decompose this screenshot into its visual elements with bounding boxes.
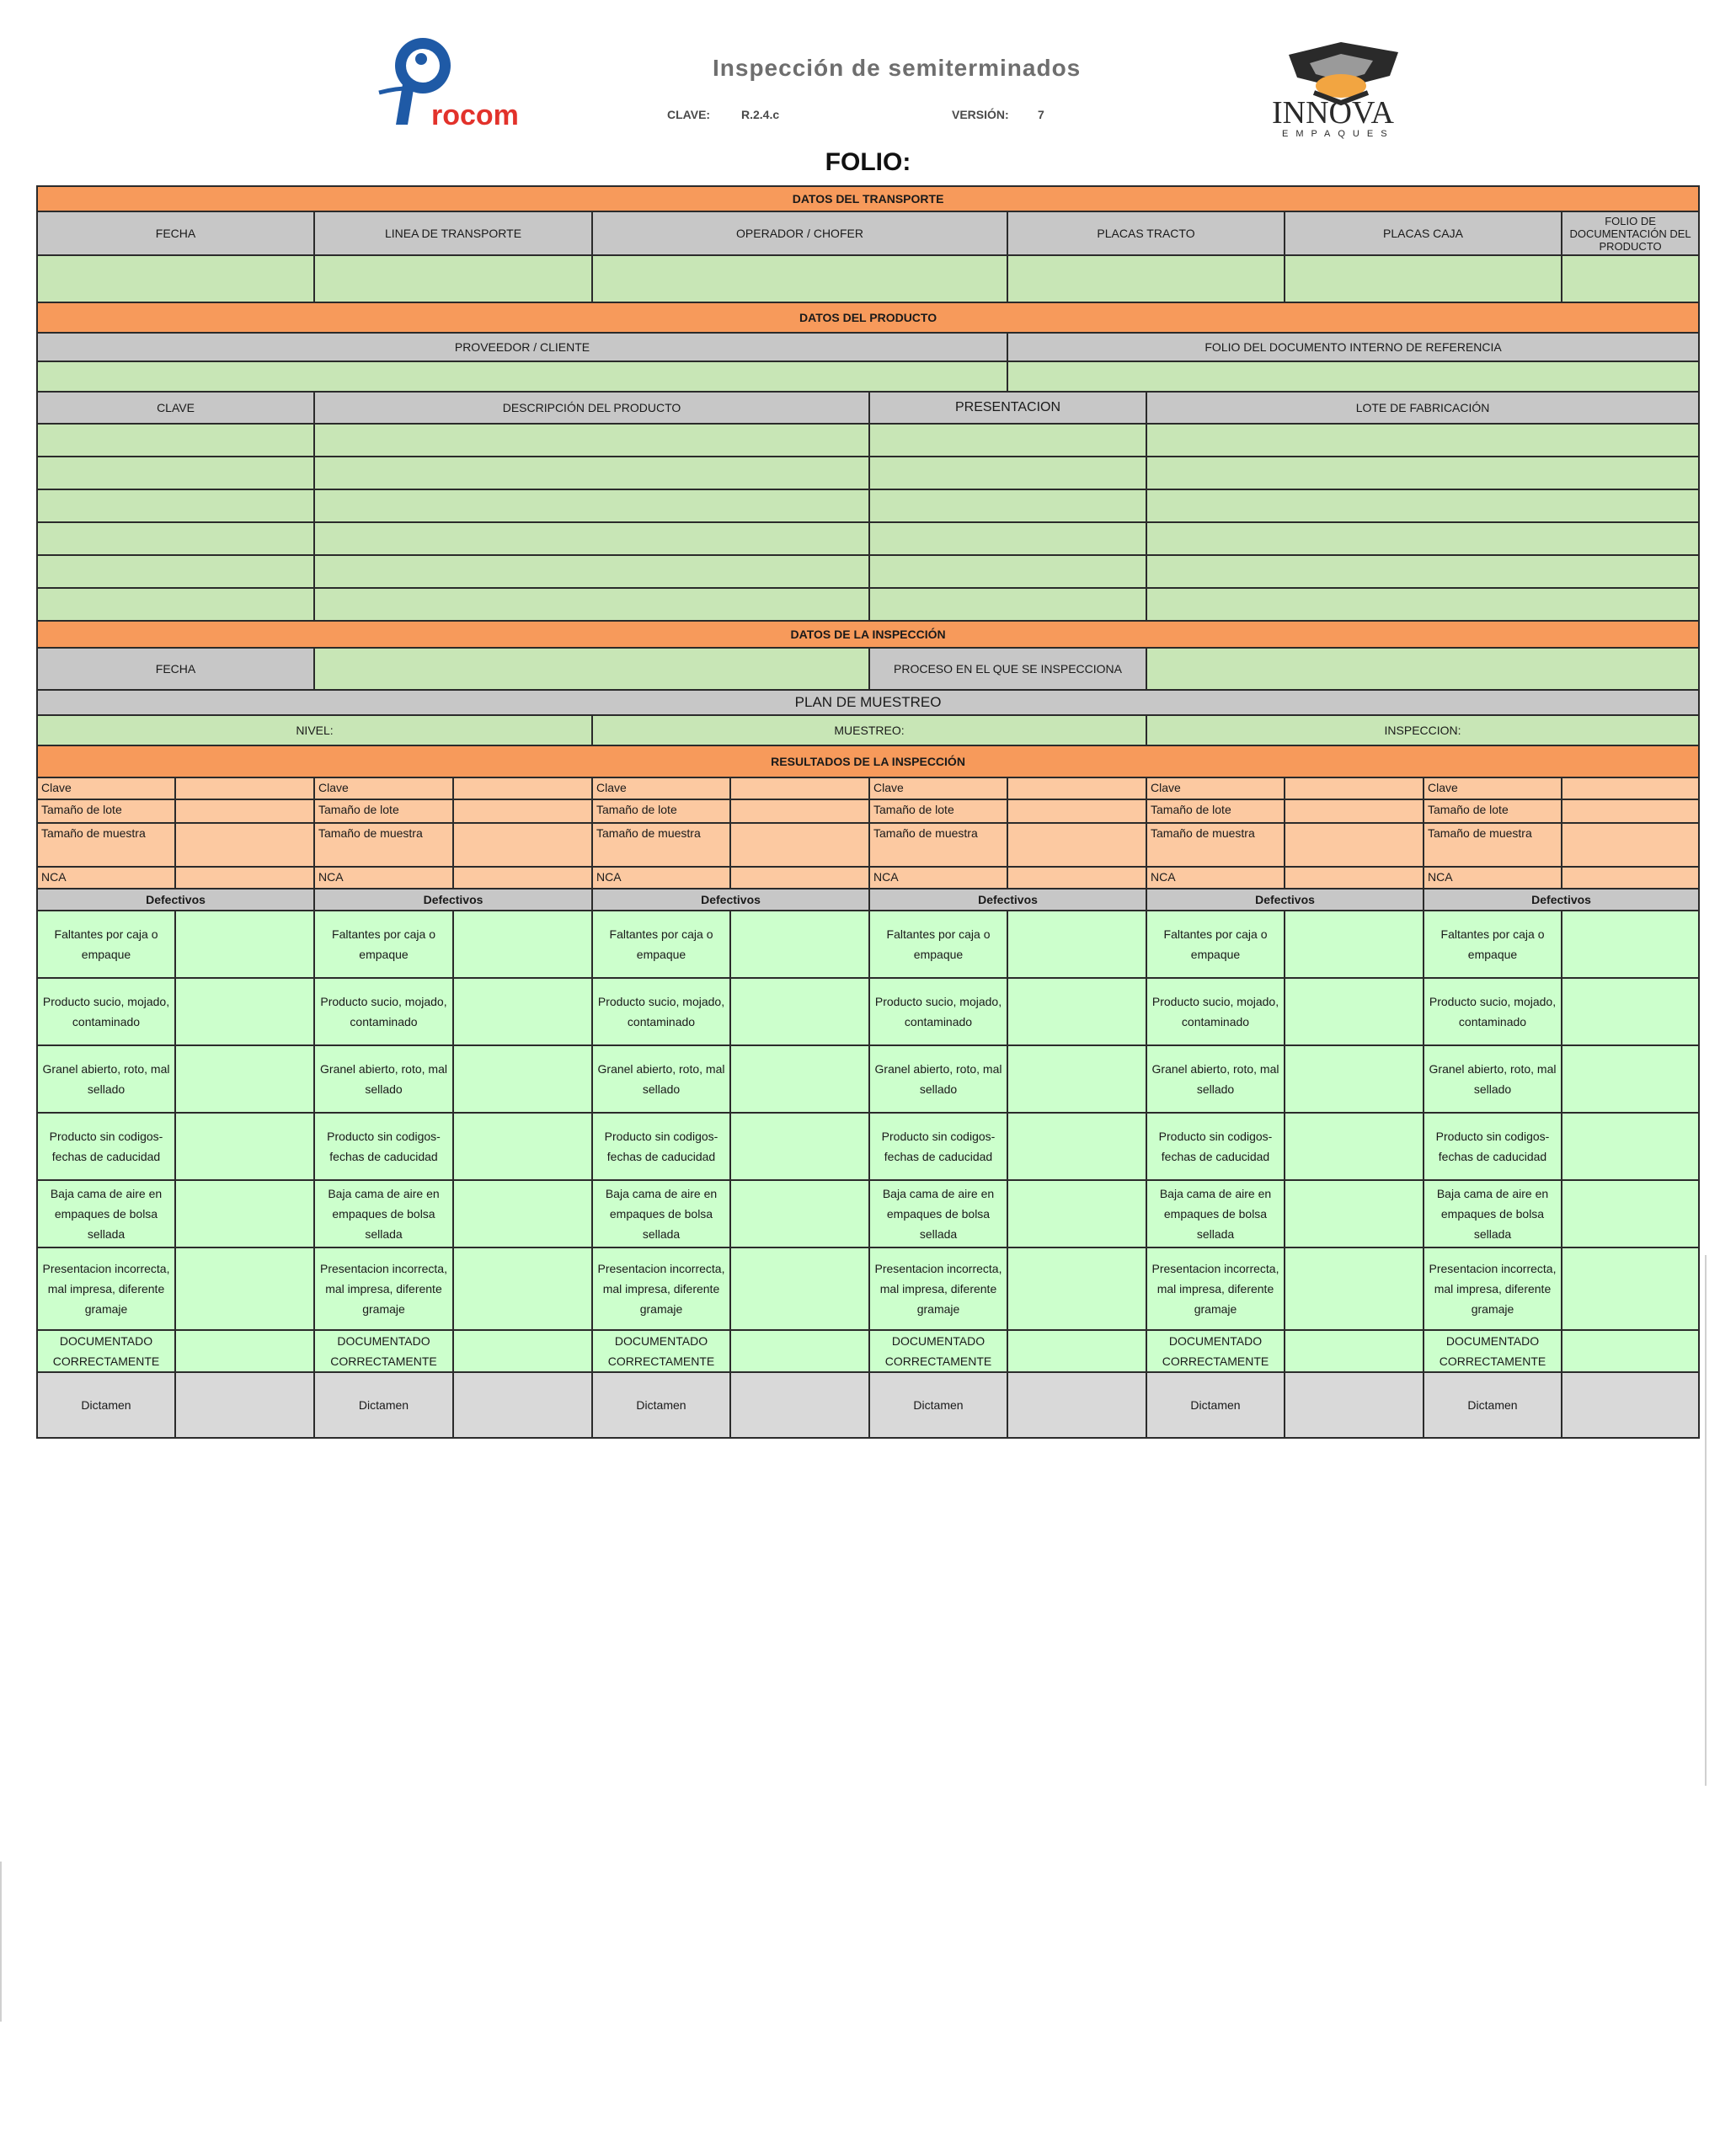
col-proveedor-cliente: PROVEEDOR / CLIENTE [37,333,1007,361]
document-title: Inspección de semiterminados [713,55,1082,81]
tamano-muestra-label: Tamaño de muestra [1146,823,1285,867]
defect-value-cell[interactable] [175,1113,314,1180]
defect-value-cell[interactable] [1562,1180,1699,1247]
tamano-muestra-label: Tamaño de muestra [869,823,1007,867]
producto-lote-cell[interactable] [1146,424,1699,457]
defect-label: DOCUMENTADO CORRECTAMENTE [314,1330,453,1372]
defect-label: Granel abierto, roto, mal sellado [1424,1045,1562,1113]
producto-row [37,457,1699,489]
tamano-muestra-label: Tamaño de muestra [314,823,453,867]
defect-label: DOCUMENTADO CORRECTAMENTE [37,1330,175,1372]
defect-label: Granel abierto, roto, mal sellado [37,1045,175,1113]
defect-row-sin-codigos [37,1113,1699,1180]
producto-presentacion-cell[interactable] [869,522,1146,555]
procom-logo [371,34,522,131]
clave-value-cell[interactable] [730,777,869,799]
tamano-lote-label: Tamaño de lote [1424,799,1562,823]
defect-value-cell[interactable] [730,1247,869,1330]
defect-label: Producto sucio, mojado, contaminado [314,978,453,1045]
defect-label: Producto sucio, mojado, contaminado [37,978,175,1045]
defect-label: DOCUMENTADO CORRECTAMENTE [592,1330,730,1372]
col-clave: CLAVE [37,392,314,424]
producto-descripcion-cell[interactable] [314,555,869,588]
defect-label: Faltantes por caja o empaque [37,911,175,978]
nca-label: NCA [592,867,730,889]
producto-row [37,588,1699,621]
producto-clave-cell[interactable] [37,522,314,555]
producto-presentacion-cell[interactable] [869,424,1146,457]
defect-label: Producto sucio, mojado, contaminado [1424,978,1562,1045]
producto-presentacion-cell[interactable] [869,457,1146,489]
clave-label: Clave [592,777,730,799]
producto-descripcion-cell[interactable] [314,424,869,457]
nca-label: NCA [869,867,1007,889]
defectivos-header: Defectivos [1146,889,1424,911]
col-descripcion: DESCRIPCIÓN DEL PRODUCTO [314,392,869,424]
dictamen-value-cell[interactable] [1007,1372,1146,1438]
defect-value-cell[interactable] [1007,911,1146,978]
col-operador-chofer: OPERADOR / CHOFER [592,211,1007,255]
clave-value-cell[interactable] [453,777,592,799]
clave-value-cell[interactable] [1562,777,1699,799]
defect-label: Producto sin codigos-fechas de caducidad [869,1113,1007,1180]
defect-label: Baja cama de aire en empaques de bolsa sellada [592,1180,730,1247]
defect-label: Faltantes por caja o empaque [1424,911,1562,978]
col-folio-interno: FOLIO DEL DOCUMENTO INTERNO DE REFERENCIA [1007,333,1699,361]
defect-label: Presentacion incorrecta, mal impresa, diferente gramaje [592,1247,730,1330]
defect-row-documentado [37,1330,1699,1372]
defect-value-cell[interactable] [175,1247,314,1330]
defect-label: Producto sin codigos-fechas de caducidad [1146,1113,1285,1180]
defectivos-header-row [37,889,1699,911]
innova-logo-subtext: EMPAQUES [1282,129,1395,139]
defect-label: Faltantes por caja o empaque [592,911,730,978]
defectivos-header: Defectivos [1424,889,1699,911]
tamano-muestra-label: Tamaño de muestra [37,823,175,867]
defect-value-cell[interactable] [453,1330,592,1372]
nca-cell[interactable] [1285,867,1424,889]
defect-label: Baja cama de aire en empaques de bolsa sellada [37,1180,175,1247]
tamano-lote-label: Tamaño de lote [37,799,175,823]
defect-value-cell[interactable] [1007,1113,1146,1180]
defect-label: Producto sin codigos-fechas de caducidad [314,1113,453,1180]
defect-value-cell[interactable] [1562,1045,1699,1113]
defect-value-cell[interactable] [175,1180,314,1247]
producto-row [37,555,1699,588]
resultados-heading: RESULTADOS DE LA INSPECCIÓN [37,745,1699,777]
dictamen-label: Dictamen [869,1372,1007,1438]
defect-value-cell[interactable] [1285,1113,1424,1180]
defect-label: Producto sin codigos-fechas de caducidad [37,1113,175,1180]
defect-label: Producto sucio, mojado, contaminado [592,978,730,1045]
defect-value-cell[interactable] [453,1247,592,1330]
defect-label: DOCUMENTADO CORRECTAMENTE [1424,1330,1562,1372]
defect-value-cell[interactable] [453,978,592,1045]
scan-edge-line [0,1862,2,2022]
clave-label: Clave [314,777,453,799]
defect-value-cell[interactable] [730,1113,869,1180]
defect-value-cell[interactable] [730,1180,869,1247]
defect-row-presentacion [37,1247,1699,1330]
dictamen-value-cell[interactable] [175,1372,314,1438]
nca-cell[interactable] [1562,867,1699,889]
defect-value-cell[interactable] [1562,1330,1699,1372]
producto-descripcion-cell[interactable] [314,588,869,621]
col-lote-fabricacion: LOTE DE FABRICACIÓN [1146,392,1699,424]
defect-value-cell[interactable] [175,1045,314,1113]
tamano-lote-label: Tamaño de lote [869,799,1007,823]
tamano-lote-cell[interactable] [453,799,592,823]
col-folio-documentacion: FOLIO DE DOCUMENTACIÓN DEL PRODUCTO [1562,211,1699,255]
clave-label: Clave [1146,777,1285,799]
fecha-field[interactable] [37,255,314,302]
defect-label: Granel abierto, roto, mal sellado [869,1045,1007,1113]
producto-row [37,424,1699,457]
innova-logo-text: INNOVA [1272,95,1394,131]
tamano-lote-cell[interactable] [1007,799,1146,823]
folio-label: FOLIO: [825,148,911,176]
clave-label: Clave [869,777,1007,799]
defect-value-cell[interactable] [1285,911,1424,978]
inspeccion-fecha-field[interactable] [314,648,869,690]
dictamen-label: Dictamen [314,1372,453,1438]
muestreo-field[interactable]: MUESTREO: [592,715,1146,745]
producto-lote-cell[interactable] [1146,489,1699,522]
defect-value-cell[interactable] [1285,1247,1424,1330]
clave-value-cell[interactable] [175,777,314,799]
version-label: VERSIÓN: [952,108,1009,121]
defect-value-cell[interactable] [175,1330,314,1372]
defect-label: Producto sucio, mojado, contaminado [869,978,1007,1045]
defect-value-cell[interactable] [1007,1330,1146,1372]
nca-cell[interactable] [175,867,314,889]
folio-documentacion-field[interactable] [1562,255,1699,302]
plan-muestreo-label: PLAN DE MUESTREO [37,690,1699,715]
dictamen-label: Dictamen [1146,1372,1285,1438]
resultado-lote-row [37,799,1699,823]
defect-label: Presentacion incorrecta, mal impresa, diferente gramaje [314,1247,453,1330]
proceso-field[interactable] [1146,648,1699,690]
defect-label: Baja cama de aire en empaques de bolsa sellada [869,1180,1007,1247]
defect-value-cell[interactable] [1007,1045,1146,1113]
defect-label: Granel abierto, roto, mal sellado [1146,1045,1285,1113]
defect-label: Presentacion incorrecta, mal impresa, diferente gramaje [37,1247,175,1330]
defect-value-cell[interactable] [175,911,314,978]
defect-value-cell[interactable] [730,1330,869,1372]
document-header [0,0,1736,143]
tamano-muestra-cell[interactable] [1007,823,1146,867]
producto-descripcion-cell[interactable] [314,457,869,489]
producto-presentacion-cell[interactable] [869,588,1146,621]
defectivos-header: Defectivos [592,889,869,911]
producto-lote-cell[interactable] [1146,457,1699,489]
defect-label: DOCUMENTADO CORRECTAMENTE [869,1330,1007,1372]
resultado-muestra-row [37,823,1699,867]
defect-label: Baja cama de aire en empaques de bolsa sellada [1424,1180,1562,1247]
tamano-lote-label: Tamaño de lote [1146,799,1285,823]
placas-caja-field[interactable] [1285,255,1562,302]
producto-lote-cell[interactable] [1146,555,1699,588]
defect-label: Granel abierto, roto, mal sellado [314,1045,453,1113]
producto-clave-cell[interactable] [37,588,314,621]
defect-row-sucio [37,978,1699,1045]
tamano-lote-label: Tamaño de lote [592,799,730,823]
folio-interno-field[interactable] [1007,361,1699,392]
nca-cell[interactable] [730,867,869,889]
clave-value: R.2.4.c [741,108,780,121]
producto-lote-cell[interactable] [1146,588,1699,621]
linea-transporte-field[interactable] [314,255,592,302]
defect-value-cell[interactable] [1562,1247,1699,1330]
clave-label: CLAVE: [667,108,711,121]
inspeccion-tipo-field[interactable]: INSPECCION: [1146,715,1699,745]
col-linea-transporte: LINEA DE TRANSPORTE [314,211,592,255]
resultado-clave-row [37,777,1699,799]
defect-row-baja-cama [37,1180,1699,1247]
tamano-muestra-cell[interactable] [175,823,314,867]
col-fecha: FECHA [37,211,314,255]
dictamen-value-cell[interactable] [730,1372,869,1438]
defect-value-cell[interactable] [1285,1045,1424,1113]
nivel-field[interactable]: NIVEL: [37,715,592,745]
defectivos-header: Defectivos [869,889,1146,911]
tamano-muestra-cell[interactable] [453,823,592,867]
inspeccion-fecha-label: FECHA [37,648,314,690]
defect-row-granel [37,1045,1699,1113]
transporte-heading: DATOS DEL TRANSPORTE [37,186,1699,211]
defect-value-cell[interactable] [730,911,869,978]
nca-cell[interactable] [1007,867,1146,889]
defect-label: Producto sucio, mojado, contaminado [1146,978,1285,1045]
col-placas-caja: PLACAS CAJA [1285,211,1562,255]
producto-clave-cell[interactable] [37,424,314,457]
defect-value-cell[interactable] [453,1113,592,1180]
version-value: 7 [1038,108,1044,121]
defectivos-header: Defectivos [37,889,314,911]
dictamen-value-cell[interactable] [1562,1372,1699,1438]
clave-label: Clave [1424,777,1562,799]
defect-label: Baja cama de aire en empaques de bolsa sellada [314,1180,453,1247]
tamano-lote-cell[interactable] [1285,799,1424,823]
defect-label: DOCUMENTADO CORRECTAMENTE [1146,1330,1285,1372]
defect-label: Faltantes por caja o empaque [1146,911,1285,978]
producto-descripcion-cell[interactable] [314,522,869,555]
defect-value-cell[interactable] [453,1045,592,1113]
producto-presentacion-cell[interactable] [869,489,1146,522]
dictamen-label: Dictamen [37,1372,175,1438]
resultado-nca-row [37,867,1699,889]
dictamen-row [37,1372,1699,1438]
producto-heading: DATOS DEL PRODUCTO [37,302,1699,333]
defect-value-cell[interactable] [730,1045,869,1113]
defect-label: Faltantes por caja o empaque [314,911,453,978]
tamano-muestra-cell[interactable] [730,823,869,867]
nca-label: NCA [37,867,175,889]
producto-descripcion-cell[interactable] [314,489,869,522]
producto-row [37,522,1699,555]
dictamen-value-cell[interactable] [453,1372,592,1438]
tamano-lote-cell[interactable] [730,799,869,823]
dictamen-label: Dictamen [1424,1372,1562,1438]
dictamen-value-cell[interactable] [1285,1372,1424,1438]
producto-clave-cell[interactable] [37,555,314,588]
producto-clave-cell[interactable] [37,489,314,522]
procom-logo-text: rocom [431,99,519,131]
clave-value-cell[interactable] [1007,777,1146,799]
proceso-label: PROCESO EN EL QUE SE INSPECCIONA [869,648,1146,690]
tamano-muestra-label: Tamaño de muestra [1424,823,1562,867]
defect-label: Producto sin codigos-fechas de caducidad [1424,1113,1562,1180]
producto-presentacion-cell[interactable] [869,555,1146,588]
defect-value-cell[interactable] [453,911,592,978]
defect-value-cell[interactable] [1562,911,1699,978]
defect-value-cell[interactable] [1007,978,1146,1045]
nca-label: NCA [314,867,453,889]
defect-label: Presentacion incorrecta, mal impresa, diferente gramaje [869,1247,1007,1330]
defect-label: Granel abierto, roto, mal sellado [592,1045,730,1113]
producto-row [37,489,1699,522]
defect-value-cell[interactable] [175,978,314,1045]
placas-tracto-field[interactable] [1007,255,1285,302]
defect-label: Presentacion incorrecta, mal impresa, diferente gramaje [1146,1247,1285,1330]
defect-label: Faltantes por caja o empaque [869,911,1007,978]
scan-edge-line [1705,1255,1707,1786]
defect-value-cell[interactable] [1562,978,1699,1045]
nca-cell[interactable] [453,867,592,889]
tamano-lote-label: Tamaño de lote [314,799,453,823]
defect-value-cell[interactable] [1562,1113,1699,1180]
inspeccion-heading: DATOS DE LA INSPECCIÓN [37,621,1699,648]
col-placas-tracto: PLACAS TRACTO [1007,211,1285,255]
nca-label: NCA [1146,867,1285,889]
tamano-muestra-label: Tamaño de muestra [592,823,730,867]
innova-logo [1263,42,1419,139]
clave-value-cell[interactable] [1285,777,1424,799]
tamano-lote-cell[interactable] [175,799,314,823]
defect-label: Baja cama de aire en empaques de bolsa sellada [1146,1180,1285,1247]
defect-value-cell[interactable] [1285,1180,1424,1247]
tamano-lote-cell[interactable] [1562,799,1699,823]
defect-label: Presentacion incorrecta, mal impresa, diferente gramaje [1424,1247,1562,1330]
producto-lote-cell[interactable] [1146,522,1699,555]
tamano-muestra-cell[interactable] [1285,823,1424,867]
proveedor-field[interactable] [37,361,1007,392]
defect-value-cell[interactable] [1285,1330,1424,1372]
nca-label: NCA [1424,867,1562,889]
defect-value-cell[interactable] [1007,1180,1146,1247]
clave-label: Clave [37,777,175,799]
inspection-form [36,185,1700,1439]
producto-clave-cell[interactable] [37,457,314,489]
dictamen-label: Dictamen [592,1372,730,1438]
defectivos-header: Defectivos [314,889,592,911]
defect-value-cell[interactable] [453,1180,592,1247]
col-presentacion: PRESENTACION [869,392,1146,424]
operador-field[interactable] [592,255,1007,302]
defect-value-cell[interactable] [730,978,869,1045]
defect-value-cell[interactable] [1285,978,1424,1045]
defect-row-faltantes [37,911,1699,978]
tamano-muestra-cell[interactable] [1562,823,1699,867]
defect-value-cell[interactable] [1007,1247,1146,1330]
defect-label: Producto sin codigos-fechas de caducidad [592,1113,730,1180]
